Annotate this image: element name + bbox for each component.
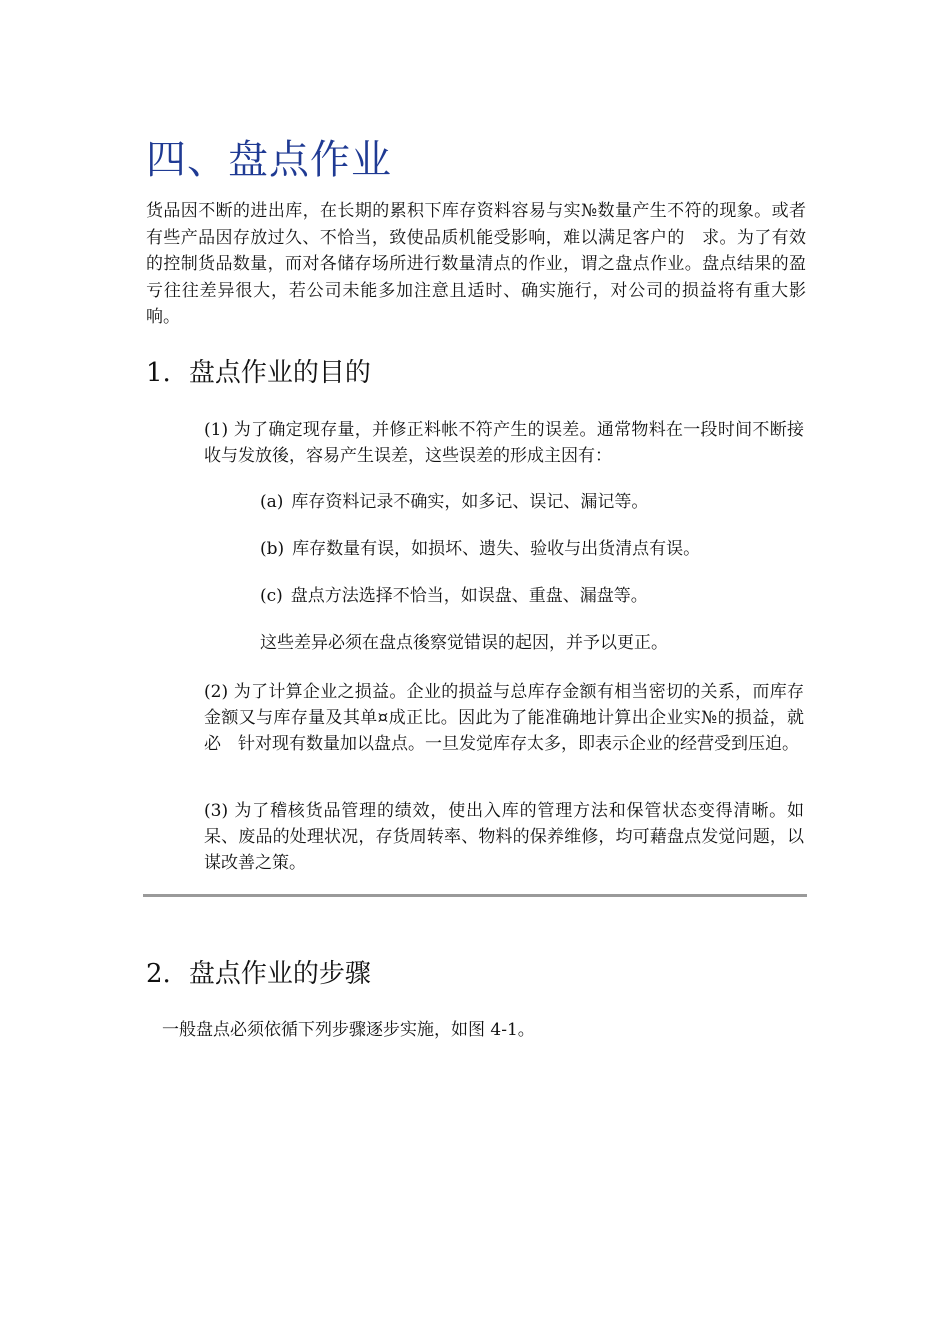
steps-paragraph: 一般盘点必须依循下列步骤逐步实施，如图 4-1。 (162, 1020, 535, 1040)
section-1-number: 1. (146, 358, 171, 388)
page-title: 四、盘点作业 (146, 137, 392, 183)
section-1-heading (146, 352, 371, 389)
section-2-title: 盘点作业的步骤 (188, 959, 371, 989)
section-2-heading (146, 953, 371, 990)
sub-item-c-label: (c) (260, 586, 283, 606)
sub-item-a-label: (a) (260, 492, 284, 512)
purpose-item-3: (3) 为了稽核货品管理的绩效，使出入库的管理方法和保管状态变得清晰。如呆、废品的处理状况，存货周转率、物料的保养维修，均可藉盘点发觉问题，以谋改善之策。 (204, 801, 804, 873)
sub-item-b-text: 库存数量有误，如损坏、遗失、验收与出货清点有误。 (292, 539, 701, 559)
section-2-number: 2. (146, 959, 171, 989)
sub-item-note: 这些差异必须在盘点後察觉错误的起因，并予以更正。 (260, 633, 668, 653)
sub-item-c (260, 583, 648, 609)
sub-item-b-label: (b) (260, 539, 285, 559)
sub-item-a (260, 489, 648, 515)
sub-item-a-text: 库存资料记录不确实，如多记、误记、漏记等。 (291, 492, 649, 512)
sub-item-c-text: 盘点方法选择不恰当，如误盘、重盘、漏盘等。 (290, 586, 648, 606)
section-1-title: 盘点作业的目的 (188, 358, 371, 388)
intro-paragraph: 货品因不断的进出库，在长期的累积下库存资料容易与实№数量产生不符的现象。或者有些产品因存放过久、不恰当，致使品质机能受影响，难以满足客户的 求。为了有效的控制货品数量，而对各储存场所进行数量清点的作业，谓之盘点作业。盘点结果的盈亏往往差异很大，若公司未能多加注意且适时、确实施行，对公司的损益将有重大影响。 (146, 201, 806, 327)
purpose-item-1: (1) 为了确定现存量，并修正料帐不符产生的误差。通常物料在一段时间不断接收与发放後，容易产生误差，这些误差的形成主因有： (204, 420, 804, 466)
purpose-item-2: (2) 为了计算企业之损益。企业的损益与总库存金额有相当密切的关系，而库存金额又与库存量及其单¤成正比。因此为了能准确地计算出企业实№的损益，就必 针对现有数量加以盘点。一旦发觉库存太多，即表示企业的经营受到压迫。 (204, 682, 804, 754)
sub-item-b (260, 536, 700, 562)
section-divider (143, 894, 807, 897)
